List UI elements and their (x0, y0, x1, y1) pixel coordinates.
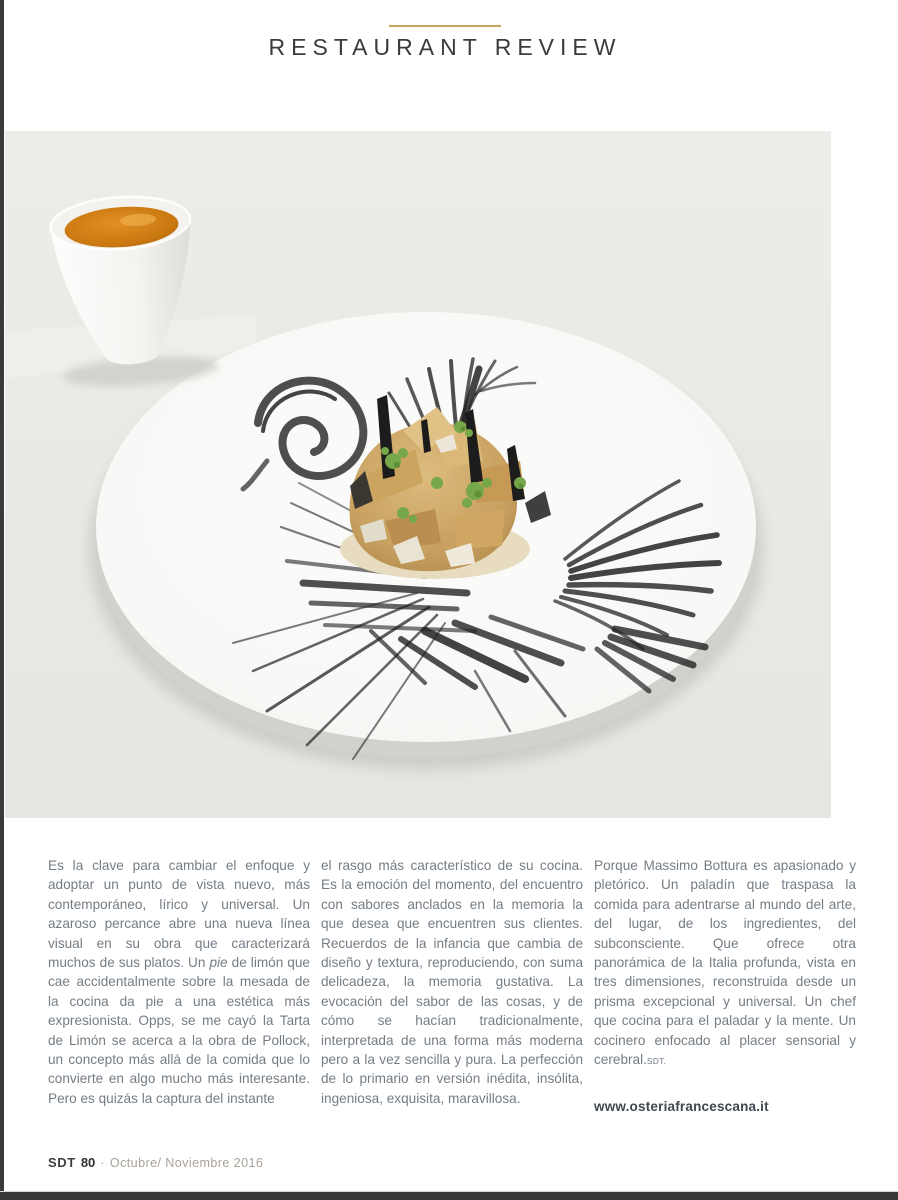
issue-date: Octubre/ Noviembre 2016 (109, 1156, 264, 1170)
magazine-name: SDT (48, 1155, 76, 1170)
website-link[interactable]: www.osteriafrancescana.it (594, 1099, 769, 1115)
page-edge-bottom (0, 1192, 898, 1200)
article-body (48, 856, 856, 1117)
magazine-sigil: SDT. (646, 1056, 667, 1067)
col1-text-a: Es la clave para cambiar el enfoque y adoptar un punto de vista nuevo, más contemporáneo, lírico y universal. Un azaroso percance abre una nueva línea visual en su obra que caracterizará muchos de sus platos. Un (48, 858, 310, 971)
article-column-3 (594, 856, 856, 1117)
col3-text: Porque Massimo Bottura es apasionado y pletórico. Un paladín que traspasa la comida para adentrarse al mundo del arte, del lugar, de los ingredientes, del subconsciente. Que ofrece otra panorámica de la Italia profunda, vista en tres dimensiones, reconstruida desde un prisma excepcional y universal. Un chef que cocina para el paladar y la mente. Un cocinero enfocado al placer sensorial y cerebral. (594, 858, 856, 1068)
page-header (0, 0, 890, 61)
col2-text: el rasgo más característico de su cocina. Es la emoción del momento, del encuentro con sabores anclados en la memoria la que desea que encuentren sus clientes. Recuerdos de la infancia que cambia de diseño y textura, reproduciendo, con suma delicadeza, la memoria gustativa. La evocación del sabor de las cosas, y de cómo se hacían tradicionalmente, interpretada de una forma más moderna pero a la vez sencilla y pura. La perfección de lo primario en versión inédita, insólita, ingeniosa, exquisita, maravillosa. (321, 858, 583, 1106)
article-column-2 (321, 856, 583, 1117)
page-footer (48, 1155, 263, 1170)
page-title: RESTAURANT REVIEW (268, 34, 622, 60)
page-number: 80 (80, 1155, 96, 1170)
col1-italic-word: pie (209, 955, 228, 971)
page-edge-left (0, 0, 4, 1200)
article-column-1 (48, 856, 310, 1117)
dish-photo (5, 131, 831, 818)
gold-rule (389, 25, 501, 27)
col1-text-b: de limón que cae accidentalmente sobre la mesada de la cocina da pie a una estética más expresionista. Opps, se me cayó la Tarta de Limón se acerca a la obra de Pollock, un concepto más allá de la comida que lo convierte en algo mucho más interesante. Pero es quizás la captura del instante (48, 955, 310, 1106)
footer-separator: · (100, 1156, 105, 1170)
